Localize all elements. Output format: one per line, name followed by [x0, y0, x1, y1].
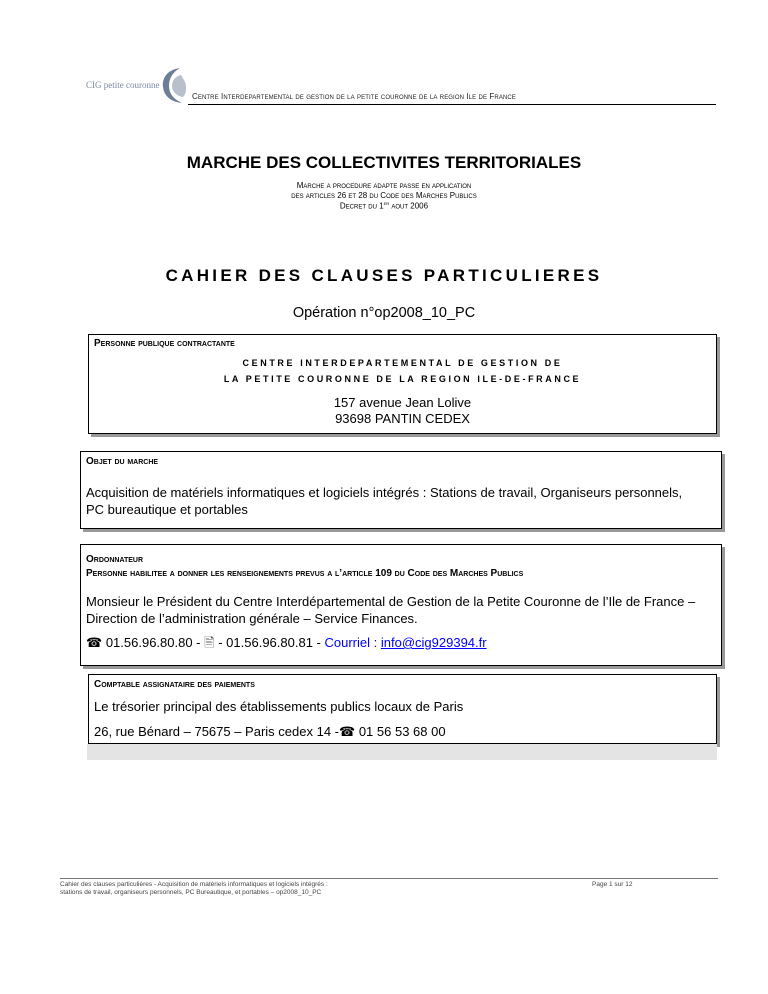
address-line-2: 93698 PANTIN CEDEX: [335, 411, 470, 426]
header-divider: [188, 104, 716, 105]
ordonnateur-box: [80, 544, 722, 666]
footer-divider: [60, 878, 718, 879]
courriel-label: Courriel :: [324, 635, 378, 650]
telephone-icon: ☎: [339, 724, 356, 739]
comptable-phone: 01 56 53 68 00: [358, 724, 446, 739]
document-title: MARCHE DES COLLECTIVITES TERRITORIALES: [186, 153, 582, 172]
subtitle-line-2: des articles 26 et 28 du Code des Marches Publics: [291, 191, 477, 200]
ordonnateur-phone: 01.56.96.80.80 -: [105, 635, 201, 650]
operation-number: Opération n°op2008_10_PC: [292, 305, 476, 321]
shaded-bar: [87, 744, 717, 760]
header-organisation: Centre Interdepartemental de gestion de la petite couronne de la region Ile de France: [192, 92, 516, 101]
ordonnateur-fax: - 01.56.96.80.81 -: [218, 635, 321, 650]
fax-icon: 🖹: [204, 635, 215, 650]
ordonnateur-sublabel: Personne habilitee a donner les renseignements prevus a l’article 109 du Code des Marches Publics: [86, 568, 524, 579]
comptable-box: [88, 674, 717, 744]
organisation-name-line-2: LA PETITE COURONNE DE LA REGION ILE-DE-FRANCE: [223, 374, 582, 384]
subtitle-line-3: Decret du 1er aout 2006: [339, 201, 429, 211]
objet-text: Acquisition de matériels informatiques et logiciels intégrés : Stations de travail, Organiseurs personnels, PC bureautique et portables: [86, 485, 683, 517]
ordonnateur-text: Monsieur le Président du Centre Interdépartemental de Gestion de la Petite Couronne de l’Ile de France – Direction de l’administration générale – Service Finances.: [86, 594, 696, 626]
comptable-label: Comptable assignataire des paiements: [94, 679, 255, 690]
personne-publique-box: [88, 334, 717, 434]
page-number: Page 1 sur 12: [592, 881, 633, 888]
comptable-line-1: Le trésorier principal des établissements publics locaux de Paris: [94, 699, 464, 714]
comptable-line-2: 26, rue Bénard – 75675 – Paris cedex 14 -☎ 01 56 53 68 00: [94, 724, 446, 739]
subtitle-line-1: Marche a procedure adapte passe en application: [296, 181, 472, 190]
ordonnateur-label: Ordonnateur: [86, 554, 144, 565]
objet-label: Objet du marche: [86, 456, 159, 467]
organisation-name-line-1: CENTRE INTERDEPARTEMENTAL DE GESTION DE: [242, 358, 563, 368]
logo-text: CIG petite couronne: [86, 80, 160, 90]
objet-box: [80, 451, 722, 529]
footer-text: Cahier des clauses particulières - Acquisition de matériels informatiques et logiciels intégrés : stations de travail, organiseurs personnels, PC Bureautique, et portables – op2008_10_PC: [60, 881, 328, 896]
telephone-icon: ☎: [86, 635, 103, 650]
ordonnateur-contact: [86, 634, 487, 651]
cig-logo-icon: [158, 65, 188, 105]
personne-publique-label: Personne publique contractante: [94, 338, 235, 349]
cahier-title: CAHIER DES CLAUSES PARTICULIERES: [165, 266, 603, 285]
email-link[interactable]: info@cig929394.fr: [380, 635, 487, 650]
address-line-1: 157 avenue Jean Lolive: [333, 395, 472, 410]
